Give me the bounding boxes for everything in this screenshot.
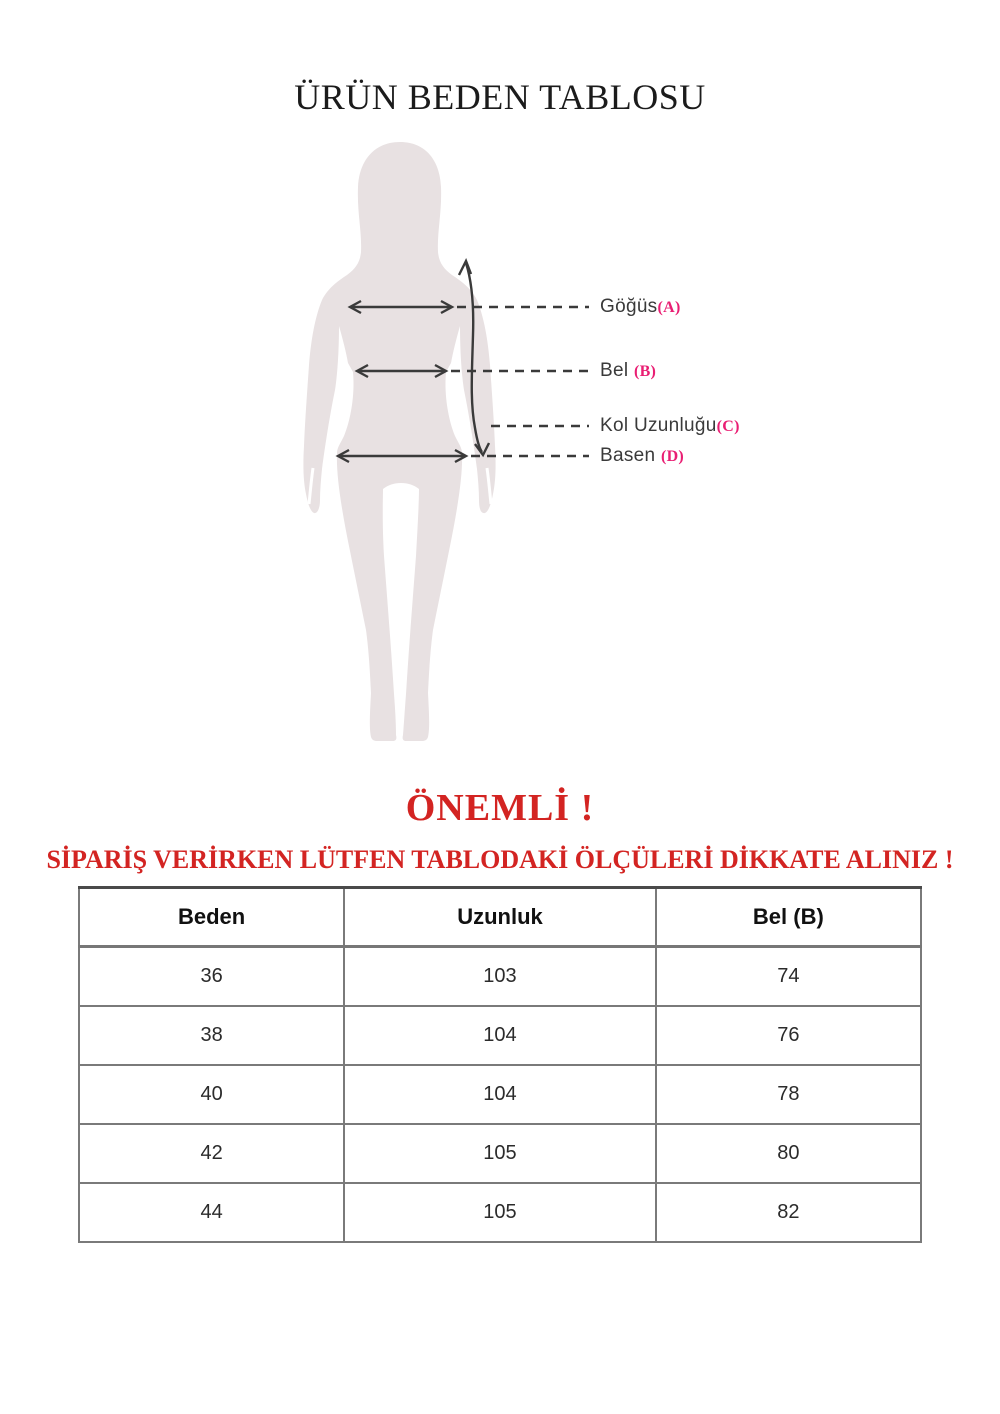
cell-beden: 40 [79, 1065, 344, 1124]
cell-bel: 76 [656, 1006, 921, 1065]
table-row [79, 1006, 921, 1065]
cell-bel: 74 [656, 947, 921, 1007]
size-table [78, 886, 922, 1243]
cell-uzunluk: 105 [344, 1183, 656, 1242]
cell-uzunluk: 104 [344, 1065, 656, 1124]
measurement-label-basen [600, 445, 684, 467]
cell-beden: 42 [79, 1124, 344, 1183]
table-row [79, 947, 921, 1007]
cell-uzunluk: 104 [344, 1006, 656, 1065]
header-bel: Bel (B) [656, 888, 921, 947]
female-silhouette [303, 142, 495, 741]
important-heading: ÖNEMLİ ! [405, 787, 595, 829]
measurement-code-a: (A) [657, 299, 681, 316]
cell-beden: 38 [79, 1006, 344, 1065]
header-beden: Beden [79, 888, 344, 947]
cell-beden: 36 [79, 947, 344, 1007]
table-row [79, 1124, 921, 1183]
cell-uzunluk: 103 [344, 947, 656, 1007]
cell-uzunluk: 105 [344, 1124, 656, 1183]
measurement-label-text: Basen [600, 445, 661, 466]
size-table-header-row [79, 888, 921, 947]
table-row [79, 1183, 921, 1242]
table-row [79, 1065, 921, 1124]
measurement-label-text: Göğüs [600, 296, 658, 317]
cell-bel: 80 [656, 1124, 921, 1183]
cell-beden: 44 [79, 1183, 344, 1242]
header-uzunluk: Uzunluk [344, 888, 656, 947]
measurement-label-gogus [600, 296, 681, 318]
measurement-code-d: (D) [660, 448, 685, 465]
measurement-code-b: (B) [633, 363, 657, 380]
measurement-label-bel [600, 360, 656, 382]
cell-bel: 82 [656, 1183, 921, 1242]
measurement-label-text: Kol Uzunluğu [600, 415, 717, 436]
page-title: ÜRÜN BEDEN TABLOSU [294, 77, 706, 117]
cell-bel: 78 [656, 1065, 921, 1124]
measurement-label-kol-uzunlugu [600, 415, 740, 437]
warning-text: SİPARİŞ VERİRKEN LÜTFEN TABLODAKİ ÖLÇÜLERİ DİKKATE ALINIZ ! [46, 845, 954, 874]
measurement-label-text: Bel [600, 360, 634, 381]
measurement-code-c: (C) [716, 418, 740, 435]
